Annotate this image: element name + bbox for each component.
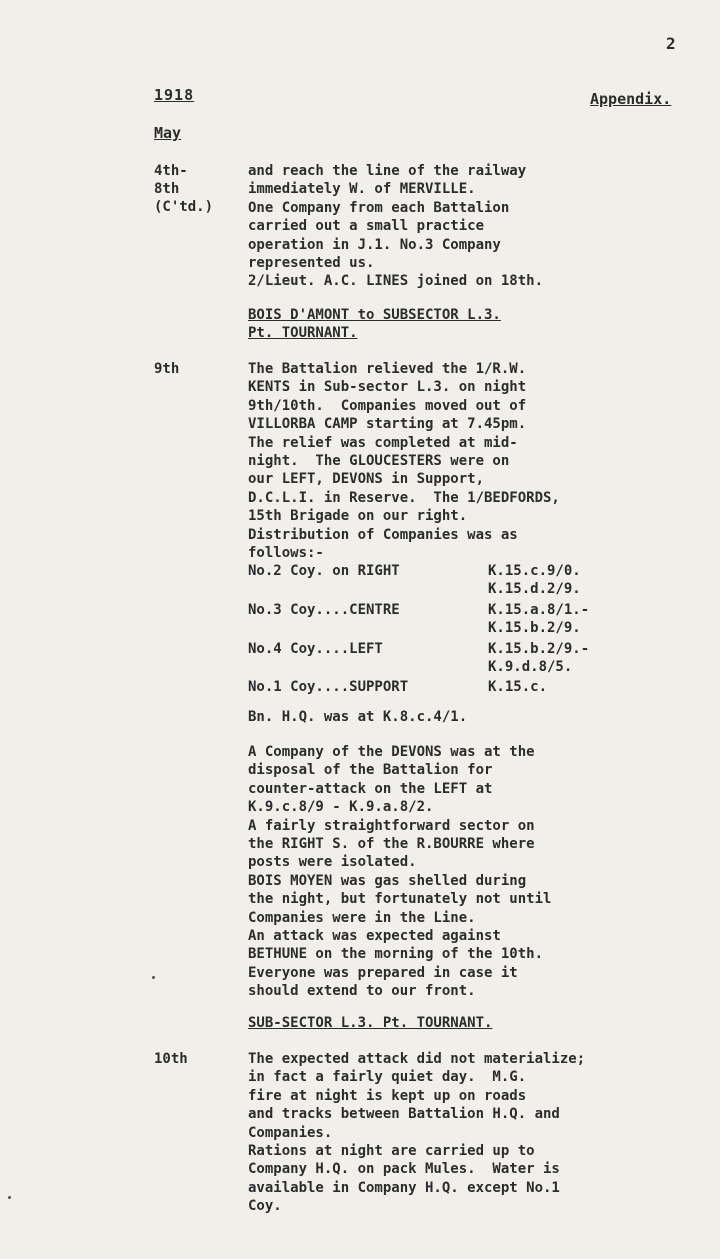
text-line: should extend to our front. <box>248 983 476 1000</box>
entry-date: 10th <box>154 1051 188 1067</box>
map-ref-cell: K.15.a.8/1.- <box>488 601 590 618</box>
appendix-heading: Appendix. <box>590 90 672 108</box>
text-line: our LEFT, DEVONS in Support, <box>248 471 485 488</box>
page-number: 2 <box>666 34 676 53</box>
text-line: BETHUNE on the morning of the 10th. <box>248 946 544 963</box>
company-cell: No.1 Coy....SUPPORT <box>248 679 409 696</box>
entry-date: 8th <box>154 181 180 197</box>
text-line: disposal of the Battalion for <box>248 762 493 779</box>
text-line: represented us. <box>248 255 375 272</box>
text-line: follows:- <box>248 545 324 562</box>
text-line: fire at night is kept up on roads <box>248 1087 527 1104</box>
company-cell: No.2 Coy. on RIGHT <box>248 563 400 579</box>
text-line: the night, but fortunately not until <box>248 891 552 908</box>
year-heading: 1918 <box>154 86 195 104</box>
heading-line: Pt. TOURNANT. <box>248 325 358 342</box>
text-line: The expected attack did not materialize; <box>248 1051 586 1067</box>
text-line: An attack was expected against <box>248 928 501 945</box>
entry-date: 9th <box>154 361 180 377</box>
text-line: and reach the line of the railway <box>248 163 527 179</box>
map-ref-cell: K.15.c. <box>488 679 548 696</box>
entry-text <box>248 743 708 1001</box>
table-row <box>248 658 708 676</box>
text-line: 9th/10th. Companies moved out of <box>248 397 527 414</box>
text-line: Everyone was prepared in case it <box>248 964 518 981</box>
text-line: Coy. <box>248 1198 282 1215</box>
distribution-table <box>248 562 708 697</box>
text-line: VILLORBA CAMP starting at 7.45pm. <box>248 416 527 433</box>
map-ref-cell: K.9.d.8/5. <box>488 658 573 675</box>
table-row <box>248 640 708 658</box>
entry-date: (C'td.) <box>154 199 214 215</box>
table-row <box>248 678 708 696</box>
text-line: and tracks between Battalion H.Q. and <box>248 1106 560 1123</box>
company-cell: No.3 Coy....CENTRE <box>248 601 400 618</box>
text-line: in fact a fairly quiet day. M.G. <box>248 1069 527 1086</box>
table-row <box>248 580 708 598</box>
text-line: the RIGHT S. of the R.BOURRE where <box>248 836 535 853</box>
table-row <box>248 619 708 637</box>
text-line: One Company from each Battalion <box>248 199 510 216</box>
map-ref-cell: K.15.c.9/0. <box>488 563 581 579</box>
map-ref-cell: K.15.d.2/9. <box>488 581 581 598</box>
map-ref-cell: K.15.b.2/9. <box>488 620 581 637</box>
section-heading <box>248 306 708 343</box>
company-cell: No.4 Coy....LEFT <box>248 640 383 657</box>
text-line: Companies were in the Line. <box>248 909 476 926</box>
text-line: immediately W. of MERVILLE. <box>248 181 476 198</box>
map-ref-cell: K.15.b.2/9.- <box>488 640 590 657</box>
text-line: posts were isolated. <box>248 854 417 871</box>
text-line: A fairly straightforward sector on <box>248 817 535 834</box>
text-line: Company H.Q. on pack Mules. Water is <box>248 1161 560 1178</box>
text-line: available in Company H.Q. except No.1 <box>248 1179 560 1196</box>
entry-text <box>248 1050 708 1216</box>
text-line: counter-attack on the LEFT at <box>248 780 493 797</box>
entry-text <box>248 360 708 562</box>
text-line: 2/Lieut. A.C. LINES joined on 18th. <box>248 273 544 290</box>
heading-line: BOIS D'AMONT to SUBSECTOR L.3. <box>248 307 501 323</box>
text-line: night. The GLOUCESTERS were on <box>248 453 510 470</box>
hq-line <box>248 708 708 726</box>
text-line: Distribution of Companies was as <box>248 526 518 543</box>
text-line: carried out a small practice <box>248 218 485 235</box>
text-line: Bn. H.Q. was at K.8.c.4/1. <box>248 709 468 725</box>
month-heading: May <box>154 124 182 142</box>
heading-line: SUB-SECTOR L.3. Pt. TOURNANT. <box>248 1015 493 1031</box>
text-line: The relief was completed at mid- <box>248 434 518 451</box>
text-line: BOIS MOYEN was gas shelled during <box>248 872 527 889</box>
section-heading <box>248 1014 708 1032</box>
text-line: A Company of the DEVONS was at the <box>248 744 535 760</box>
text-line: KENTS in Sub-sector L.3. on night <box>248 379 527 396</box>
entry-date: 4th- <box>154 163 188 179</box>
text-line: Companies. <box>248 1124 333 1141</box>
ink-spot <box>152 976 155 979</box>
text-line: The Battalion relieved the 1/R.W. <box>248 361 527 377</box>
text-line: K.9.c.8/9 - K.9.a.8/2. <box>248 799 434 816</box>
text-line: 15th Brigade on our right. <box>248 508 468 525</box>
text-line: D.C.L.I. in Reserve. The 1/BEDFORDS, <box>248 489 560 506</box>
table-row <box>248 562 708 580</box>
entry-text <box>248 162 708 291</box>
text-line: Rations at night are carried up to <box>248 1143 535 1160</box>
table-row <box>248 601 708 619</box>
text-line: operation in J.1. No.3 Company <box>248 236 501 253</box>
ink-spot <box>8 1196 11 1199</box>
